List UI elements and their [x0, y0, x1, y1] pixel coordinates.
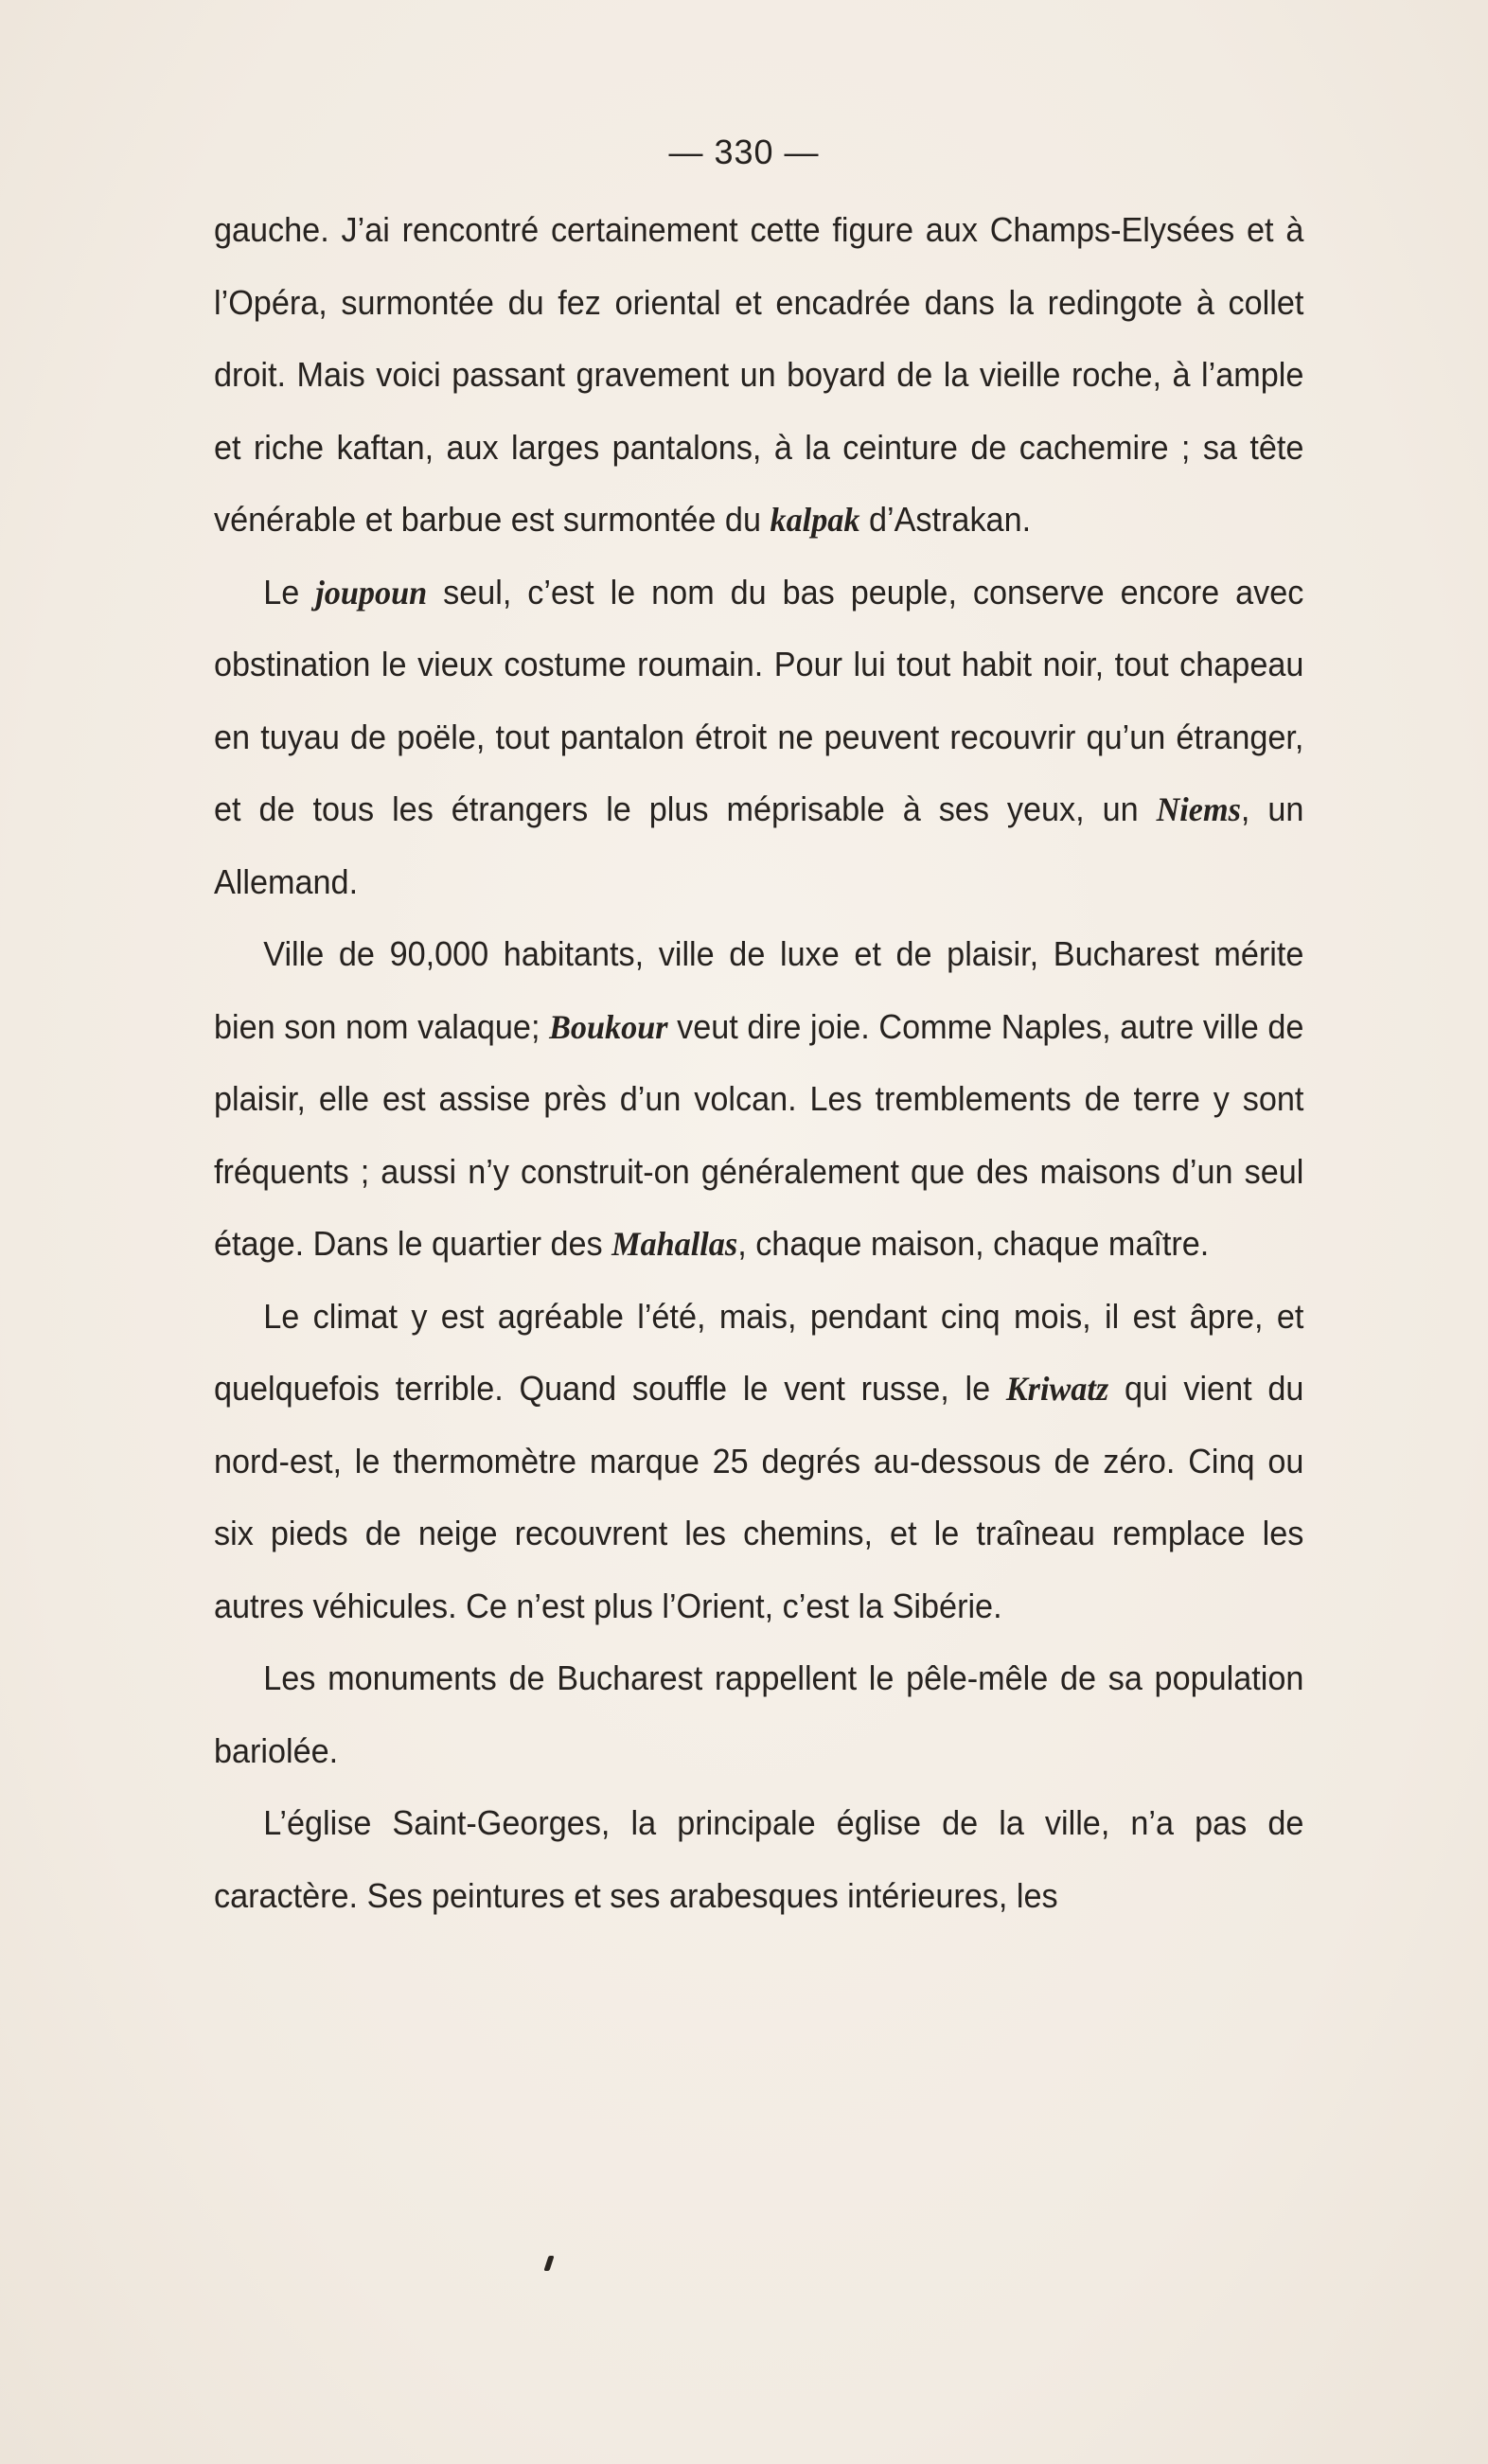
- text-segment: Les monuments de Bucharest rappellent le pêle-mêle de sa population bariolée.: [214, 1658, 1304, 1770]
- italic-term: joupoun: [315, 573, 428, 612]
- text-segment: qui vient du nord-est, le thermomètre marque 25 degrés au-dessous de zéro. Cinq ou six pieds de neige recouvrent les chemins, et le traîneau remplace les autres véhicules. Ce n’est plus l’Orient, c’est la Sibérie.: [214, 1369, 1304, 1625]
- text-segment: Ville de 90,000 habitants, ville de luxe et de plaisir, Bucharest mérite bien son nom valaque;: [214, 934, 1304, 1046]
- text-segment: , un Allemand.: [214, 789, 1304, 901]
- italic-term: Mahallas: [611, 1225, 738, 1263]
- paragraph: [214, 918, 1303, 1281]
- ink-mark: [543, 2256, 554, 2271]
- italic-term: Niems: [1156, 790, 1241, 828]
- page-number: — 330 —: [668, 133, 820, 171]
- text-segment: Le: [263, 572, 316, 612]
- text-segment: seul, c’est le nom du bas peuple, conserve encore avec obstination le vieux costume roumain. Pour lui tout habit noir, tout chapeau en tuyau de poële, tout pantalon étroit ne peuvent recouvrir qu’un étranger, et de tous les étrangers le plus méprisable à ses yeux, un: [214, 572, 1304, 828]
- body-text: [214, 194, 1303, 1932]
- italic-term: kalpak: [770, 501, 860, 539]
- text-segment: veut dire joie. Comme Naples, autre ville de plaisir, elle est assise près d’un volcan. Les tremblements de terre y sont fréquents ; aussi n’y construit-on généralement que des maisons d’un seul étage. Dans le quartier des: [214, 1006, 1304, 1263]
- text-segment: gauche. J’ai rencontré certainement cette figure aux Champs-Elysées et à l’Opéra, surmontée du fez oriental et encadrée dans la redingote à collet droit. Mais voici passant gravement un boyard de la vieille roche, à l’ample et riche kaftan, aux larges pantalons, à la ceinture de cachemire ; sa tête vénérable et barbue est surmontée du: [214, 210, 1304, 539]
- paragraph: [214, 1281, 1303, 1643]
- paragraph: [214, 1642, 1303, 1787]
- text-segment: d’Astrakan.: [859, 500, 1032, 539]
- text-segment: L’église Saint-Georges, la principale église de la ville, n’a pas de caractère. Ses peintures et ses arabesques intérieures, les: [214, 1803, 1304, 1915]
- italic-term: Kriwatz: [1005, 1370, 1109, 1408]
- text-segment: Le climat y est agréable l’été, mais, pendant cinq mois, il est âpre, et quelquefois terrible. Quand souffle le vent russe, le: [214, 1296, 1304, 1408]
- paragraph: [214, 194, 1303, 557]
- text-segment: , chaque maison, chaque maître.: [737, 1224, 1210, 1263]
- paragraph: [214, 557, 1303, 919]
- paragraph: [214, 1787, 1303, 1932]
- italic-term: Boukour: [549, 1007, 668, 1046]
